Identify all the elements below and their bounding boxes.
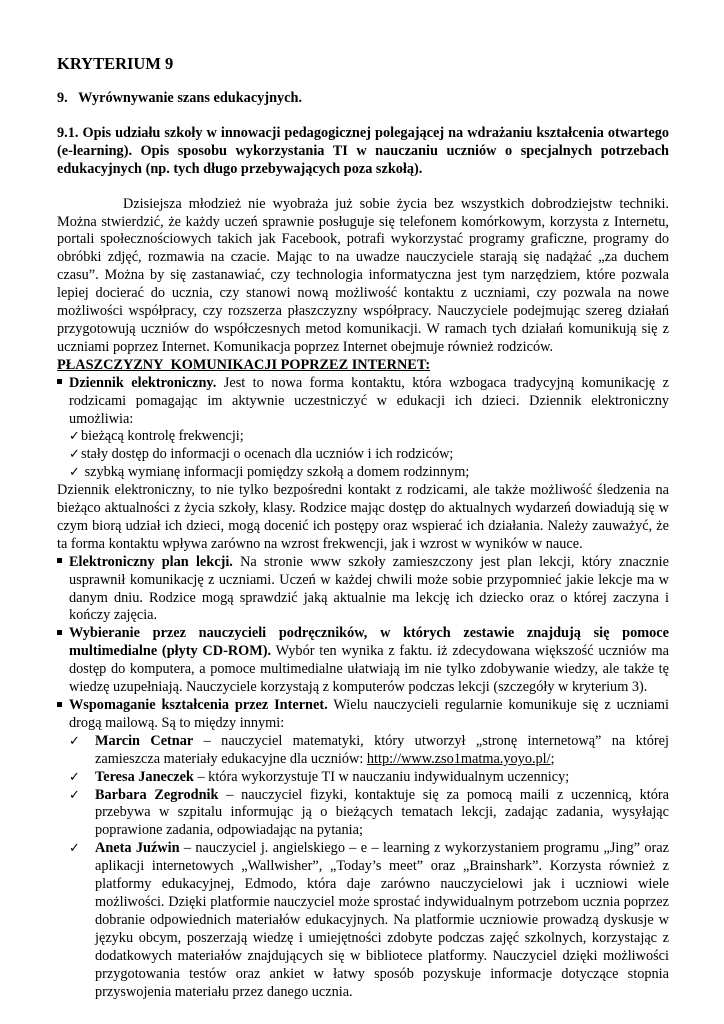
- dziennik-after-paragraph: Dziennik elektroniczny, to nie tylko bezpośredni kontakt z rodzicami, ale także możliwość śledzenia na bieżąco aktualności z życia szkoły, klasy. Rodzice mając dostęp do aktualnych wydarzeń dowiadują się w czym biorą udział ich dzieci, mogą docenić ich postępy oraz wspierać ich działania. Należy zauważyć, że ta forma kontaktu wpływa zarówno na wzrost frekwencji, jak i wzrost w wyników w nauce.: [57, 482, 669, 552]
- dziennik-title: Dziennik elektroniczny.: [69, 374, 217, 391]
- subsection-heading: 9.1. Opis udziału szkoły w innowacji pedagogicznej polegającej na wdrażaniu kształcenia otwartego (e-learning). Opis sposobu wykorzystania TI w nauczaniu uczniów o specjalnych potrzebach edukacyjnych (np. tych długo przebywających poza szkołą).: [57, 124, 669, 177]
- page-title: KRYTERIUM 9: [57, 54, 174, 73]
- section-heading: 9. Wyrównywanie szans edukacyjnych.: [57, 90, 303, 106]
- checkmark-icon: ✓: [69, 447, 80, 463]
- teacher-text: – nauczyciel fizyki, kontaktuje się za pomocą maili z uczennicą, która przebywa w szpitalu informując ją o bieżących tematach lekcji, zadając zadania, wysyłając poprawione zadania, odpowiadając na pytania;: [95, 786, 669, 839]
- teacher-name: Aneta Juźwin: [95, 840, 180, 857]
- wybieranie-title: Wybieranie przez nauczycieli podręczników, w których zestawie znajdują się pomoce multimedialne (płyty CD-ROM).: [69, 625, 669, 660]
- list-item-wspomaganie: [57, 697, 669, 733]
- teacher-name: Barbara Zegrodnik: [95, 786, 219, 803]
- square-bullet-icon: [57, 625, 62, 643]
- check-item-text: szybką wymianę informacji pomiędzy szkołą a domem rodzinnym;: [81, 464, 470, 481]
- check-item-text: bieżącą kontrolę frekwencji;: [81, 428, 244, 445]
- teacher-name: Teresa Janeczek: [95, 768, 194, 785]
- teacher-text: – nauczyciel j. angielskiego – e – learning z wykorzystaniem programu „Jing” oraz aplikacji internetowych „Wallwisher”, „Today’s meet” oraz „Brainshark”. Korzysta również z platformy edukacyjnej, Edmodo, która daje zarówno nauczycielowi jak i uczniowi wiele możliwości. Dzięki platformie nauczyciel może sprostać indywidualnym potrzebom ucznia poprzez dobranie odpowiednich materiałów edukacyjnych. Na platformie uczniowie prowadzą dyskusje w języku obcym, poszerzają wiedzę i umiejętności zdobyte podczas zajęć szkolnych, korzystając z dodatkowych materiałów znajdujących się w bibliotece platformy. Nauczyciel dzięki możliwości przygotowania testów oraz ankiet w łatwy sposób pozyskuje informacje dotyczące stopnia przyswojenia materiału przez danego ucznia.: [95, 840, 669, 1000]
- plan-text: Na stronie www szkoły zamieszczony jest plan lekcji, który znacznie usprawnił komunikację z uczniami. Uczeń w każdej chwili może sobie przypomnieć jakie lekcje ma w danym dniu. Rodzice mogą sprawdzić jaką aktualnie ma lekcję ich dziecko oraz o której zaczyna i kończy zajęcia.: [69, 553, 669, 624]
- checkmark-icon: ✓: [69, 769, 80, 785]
- teacher-text-suffix: ;: [550, 750, 555, 767]
- wspomaganie-text: Wielu nauczycieli regularnie komunikuje się z uczniami drogą mailową. Są to między innymi:: [69, 697, 669, 731]
- list-item-plan: [57, 554, 669, 626]
- check-item-text: stały dostęp do informacji o ocenach dla uczniów i ich rodziców;: [81, 446, 454, 463]
- teacher-text: – która wykorzystuje TI w nauczaniu indywidualnym uczennicy;: [193, 768, 570, 785]
- checkmark-icon: ✓: [69, 429, 80, 445]
- intro-paragraph: Dzisiejsza młodzież nie wyobraża już sobie życia bez wszystkich dobrodziejstw techniki. Można stwierdzić, że każdy uczeń sprawnie posługuje się telefonem komórkowym, korzysta z Internetu, portali społecznościowych takich jak Facebook, potrafi wykorzystać programy graficzne, programy do obróbki zdjęć, rozmawia na czacie. Mając to na uwadze nauczyciele starają się nadążać „za duchem czasu”. Można by się zastanawiać, czy technologia informatyczna jest tym narzędziem, które pozwala lepiej docierać do ucznia, czy stanowi nową możliwość kontaktu z uczniami, czy pozwala na nowe możliwości współpracy, czy rozszerza płaszczyzny współpracy. Nauczyciele podejmując szereg działań przygotowują uczniów do współczesnych metod komunikacji. W ramach tych działań komunikują się z uczniami poprzez Internet. Komunikacja poprzez Internet obejmuje również rodziców.: [57, 195, 669, 355]
- square-bullet-icon: [57, 375, 62, 393]
- dziennik-text: Jest to nowa forma kontaktu, która wzbogaca tradycyjną komunikację z rodzicami pomagając im aktywnie uczestniczyć w edukacji ich dzieci. Dziennik elektroniczny umożliwia:: [69, 374, 669, 427]
- planes-heading: PŁASZCZYZNY KOMUNIKACJI POPRZEZ INTERNET:: [57, 356, 431, 373]
- teacher-website-link[interactable]: http://www.zso1matma.yoyo.pl/: [366, 750, 551, 767]
- teacher-item-zegrodnik: [69, 787, 669, 841]
- checkmark-icon: ✓: [69, 465, 80, 481]
- document-page: [57, 54, 669, 1001]
- teacher-name: Marcin Cetnar: [95, 732, 194, 749]
- checkmark-icon: ✓: [69, 733, 80, 749]
- check-item: [69, 464, 669, 482]
- list-item-wybieranie: [57, 625, 669, 697]
- teacher-text: – nauczyciel matematyki, który utworzył „stronę internetową” na której zamieszcza materiały edukacyjne dla uczniów:: [95, 732, 669, 767]
- checkmark-icon: ✓: [69, 787, 80, 803]
- square-bullet-icon: [57, 697, 62, 715]
- check-item: [69, 428, 669, 446]
- wybieranie-text: Wybór ten wynika z faktu. iż zdecydowana większość uczniów ma dostęp do komputera, a pomoce multimedialne ułatwiają im nie tylko zdobywanie wiedzy, ale także tę wiedzę uzupełniają. Nauczyciele korzystają z komputerów podczas lekcji (szczegóły w kryterium 3).: [69, 643, 669, 696]
- square-bullet-icon: [57, 554, 62, 572]
- teacher-item-cetnar: [69, 733, 669, 769]
- plan-title: Elektroniczny plan lekcji.: [69, 553, 233, 570]
- checkmark-icon: ✓: [69, 841, 80, 857]
- teacher-item-juzwin: [69, 840, 669, 1001]
- check-item: [69, 446, 669, 464]
- teacher-item-janeczek: [69, 769, 669, 787]
- list-item-dziennik: [57, 375, 669, 429]
- wspomaganie-title: Wspomaganie kształcenia przez Internet.: [69, 697, 328, 713]
